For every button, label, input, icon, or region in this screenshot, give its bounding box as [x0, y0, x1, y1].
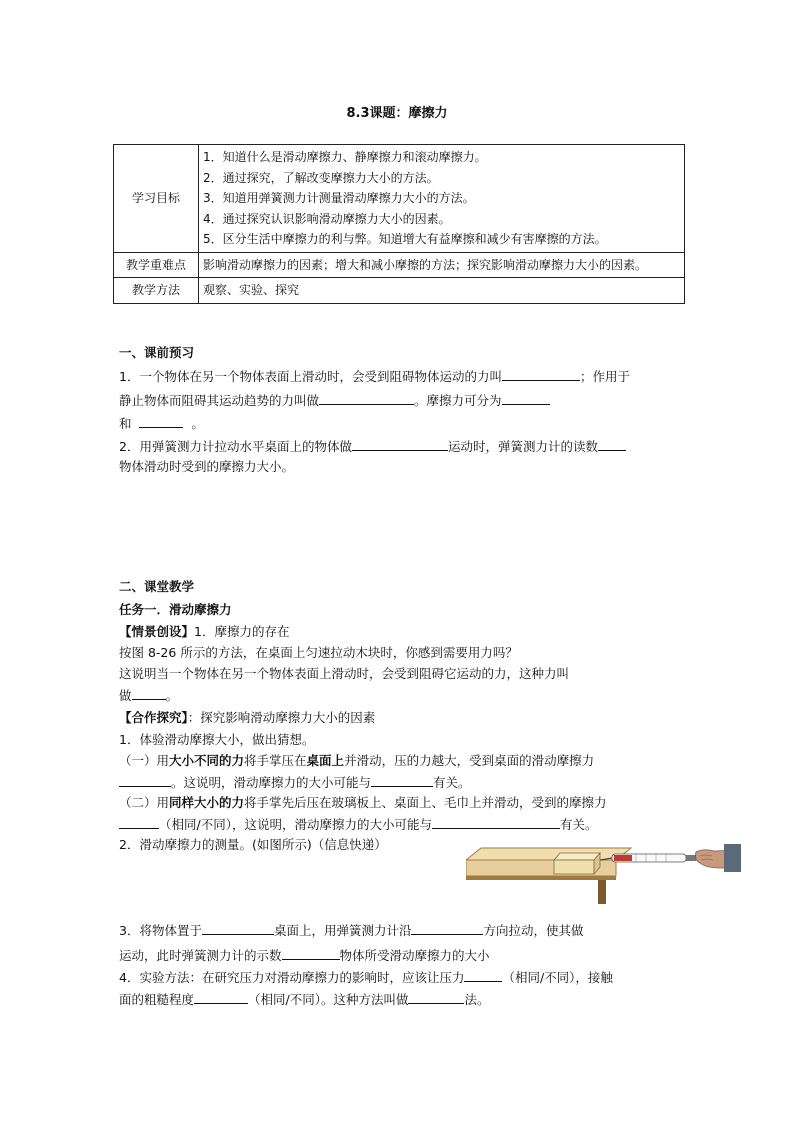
text: ；作用于	[579, 369, 630, 384]
text: 面的粗糙程度	[119, 992, 195, 1007]
text: 运动，此时弹簧测力计的示数	[119, 948, 282, 963]
answer-blank[interactable]	[464, 967, 502, 982]
sleeve-icon	[724, 844, 741, 872]
text: 2．用弹簧测力计拉动水平桌面上的物体做	[119, 439, 352, 454]
table-surface-icon	[466, 848, 631, 860]
text: 和	[119, 416, 132, 431]
scene-tag: 【情景创设】	[119, 624, 195, 639]
text: 1．一个物体在另一个物体表面上滑动时，会受到阻碍物体运动的力叫	[119, 369, 502, 384]
text: （相同/不同），这说明，滑动摩擦力的大小可能与	[159, 817, 432, 832]
text: 方向拉动，使其做	[483, 923, 584, 938]
scale-indicator-icon	[614, 855, 632, 861]
paragraph	[119, 685, 178, 706]
paragraph	[119, 967, 613, 988]
answer-blank[interactable]	[132, 685, 166, 700]
section-heading-preview: 一、课前预习	[119, 345, 195, 360]
goals-cell	[199, 145, 685, 253]
text: 并滑动，压的力越大，受到桌面的滑动摩擦力	[344, 753, 595, 768]
goal-item: 2．通过探究，了解改变摩擦力大小的方法。	[203, 170, 439, 185]
emphasis: 同样大小的力	[169, 795, 245, 810]
text: 有关。	[433, 775, 471, 790]
paragraph	[119, 920, 584, 941]
answer-blank[interactable]	[139, 413, 183, 428]
paragraph: 按图 8-26 所示的方法，在桌面上匀速拉动木块时，你感到需要用力吗？	[119, 645, 518, 660]
text: 运动时，弹簧测力计的读数	[447, 439, 598, 454]
paragraph	[119, 945, 490, 966]
question-line	[119, 390, 550, 411]
text: 静止物体而阻碍其运动趋势的力叫做	[119, 393, 320, 408]
answer-blank[interactable]	[371, 772, 433, 787]
emphasis: 桌面上	[306, 753, 345, 768]
answer-blank[interactable]	[352, 436, 448, 451]
question-line: 物体滑动时受到的摩擦力大小。	[119, 459, 295, 474]
text: 1．摩擦力的存在	[194, 624, 290, 639]
answer-blank[interactable]	[411, 920, 483, 935]
table-row	[114, 278, 685, 304]
text: 有关。	[559, 817, 598, 832]
scale-handle-icon	[686, 855, 696, 861]
answer-blank[interactable]	[432, 814, 560, 829]
text: （二）用	[119, 795, 170, 810]
task-heading: 任务一．滑动摩擦力	[119, 602, 232, 617]
text: （相同/不同），接触	[502, 970, 613, 985]
answer-blank[interactable]	[119, 814, 159, 829]
goal-item: 1．知道什么是滑动摩擦力、静摩擦力和滚动摩擦力。	[203, 150, 487, 164]
paragraph	[119, 814, 597, 835]
section-heading-classroom: 二、课堂教学	[119, 579, 195, 594]
spring-scale-illustration	[466, 838, 741, 904]
method-label: 教学方法	[114, 278, 199, 304]
answer-blank[interactable]	[202, 920, 274, 935]
text: （相同/不同）。这种方法叫做	[248, 992, 409, 1007]
text: 做	[119, 688, 132, 703]
goal-item: 4．通过探究认识影响滑动摩擦力大小的因素。	[203, 211, 451, 226]
text: （一）用	[119, 753, 170, 768]
question-line	[119, 413, 204, 434]
answer-blank[interactable]	[194, 989, 248, 1004]
answer-blank[interactable]	[119, 772, 171, 787]
paragraph	[119, 751, 594, 771]
key-points-cell: 影响滑动摩擦力的因素；增大和减小摩擦的方法；探究影响滑动摩擦力大小的因素。	[199, 252, 685, 278]
coop-line	[119, 708, 375, 728]
answer-blank[interactable]	[408, 989, 464, 1004]
goal-item: 3．知道用弹簧测力计测量滑动摩擦力大小的方法。	[203, 191, 475, 205]
paragraph: 1．体验滑动摩擦大小，做出猜想。	[119, 732, 315, 747]
answer-blank[interactable]	[502, 390, 550, 405]
goals-label: 学习目标	[114, 145, 199, 253]
wood-block-icon	[554, 860, 594, 874]
answer-blank[interactable]	[502, 366, 580, 381]
text: ：探究影响滑动摩擦力大小的因素	[187, 710, 376, 725]
method-cell: 观察、实验、探究	[199, 278, 685, 304]
table-row	[114, 252, 685, 278]
text: 3．将物体置于	[119, 923, 202, 938]
paragraph: 这说明当一个物体在另一个物体表面上滑动时，会受到阻碍它运动的力，这种力叫	[119, 666, 570, 681]
text: 4．实验方法：在研究压力对滑动摩擦力的影响时，应该让压力	[119, 970, 465, 985]
text: 。摩擦力可分为	[414, 393, 502, 408]
answer-blank[interactable]	[319, 390, 414, 405]
key-points-label: 教学重难点	[114, 252, 199, 278]
question-line	[119, 366, 630, 387]
text: 。	[165, 688, 179, 703]
coop-tag: 【合作探究】	[119, 710, 188, 725]
table-leg-icon	[598, 880, 606, 904]
text: 桌面上，用弹簧测力计沿	[273, 923, 412, 938]
paragraph: 2．滑动摩擦力的测量。(如图所示)（信息快递）	[119, 837, 387, 852]
text: 将手掌先后压在玻璃板上、桌面上、毛巾上并滑动，受到的摩擦力	[244, 795, 607, 810]
answer-blank[interactable]	[282, 945, 340, 960]
table-edge-icon	[466, 876, 616, 880]
paragraph	[119, 793, 607, 813]
scene-line	[119, 622, 289, 642]
text: 物体所受滑动摩擦力的大小	[339, 948, 490, 963]
paragraph	[119, 989, 490, 1010]
question-line	[119, 436, 626, 457]
table-row	[114, 145, 685, 253]
page-title: 8.3课题：摩擦力	[346, 106, 448, 121]
text: 。这说明，滑动摩擦力的大小可能与	[171, 775, 372, 790]
answer-blank[interactable]	[598, 436, 626, 451]
text: 。	[191, 416, 204, 431]
goal-item: 5．区分生活中摩擦力的利与弊。知道增大有益摩擦和减少有害摩擦的方法。	[203, 232, 607, 246]
wood-block-top-icon	[554, 853, 600, 860]
emphasis: 大小不同的力	[169, 753, 245, 768]
text: 将手掌压在	[244, 753, 307, 768]
objectives-table	[113, 144, 685, 304]
paragraph	[119, 772, 471, 793]
text: 法。	[464, 992, 490, 1007]
